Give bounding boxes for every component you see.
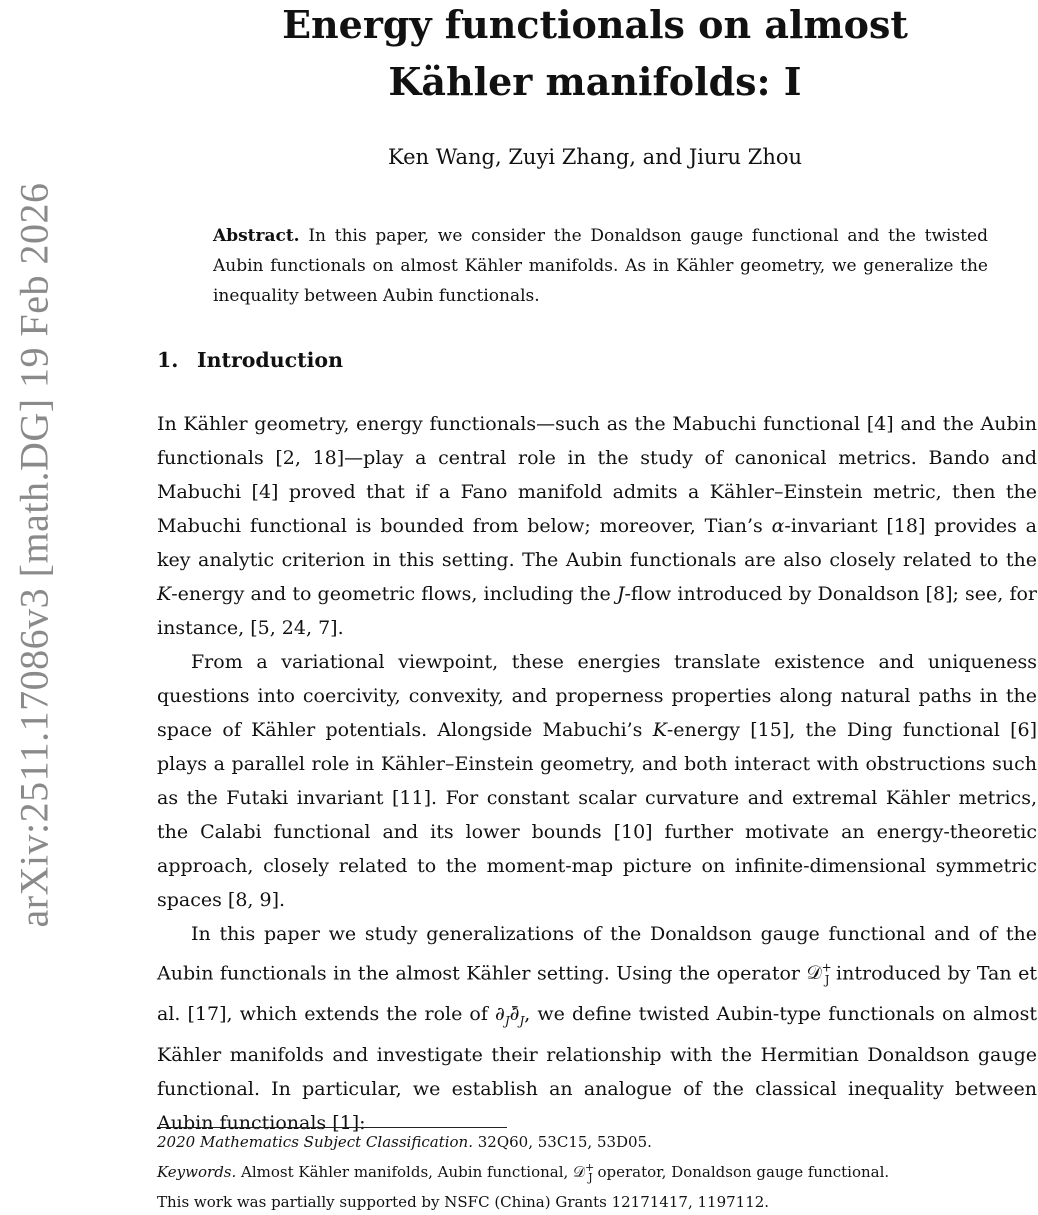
footnote-keywords: Keywords. Almost Kähler manifolds, Aubin functional, 𝒟+$_J$ operator, Donaldson gauge functional. <box>157 1161 890 1184</box>
operator-dj-plus: 𝒟+$_J$ <box>806 961 832 988</box>
footnote-divider <box>157 1127 507 1128</box>
abstract <box>213 221 988 311</box>
section-heading-introduction <box>157 348 343 372</box>
section-title: Introduction <box>197 348 343 372</box>
title-line-2: Kähler manifolds: I <box>388 59 802 104</box>
introduction-body <box>157 407 1037 1140</box>
footnote-grant: This work was partially supported by NSFC (China) Grants 12171417, 1197112. <box>157 1193 770 1211</box>
title-line-1: Energy functionals on almost <box>282 2 908 47</box>
footnotes <box>157 1130 1037 1215</box>
footnote-msc: 2020 Mathematics Subject Classification. 32Q60, 53C15, 53D05. <box>157 1133 652 1151</box>
operator-ddbar: $\partial_J\partial̄_J$ <box>494 1003 525 1028</box>
abstract-label: Abstract. <box>213 226 300 246</box>
section-number: 1. <box>157 348 179 372</box>
paragraph-3: In this paper we study generalizations of the Donaldson gauge functional and of the Aubin functionals in the almost Kähler setting. Using the operator 𝒟+$_J$ introduced by Tan et al. [17], which extends the role of $\partial_J\partial̄_J$, we define twisted Aubin-type functionals on almost Kähler manifolds and investigate their relationship with the Hermitian Donaldson gauge functional. In particular, we establish an analogue of the classical inequality between Aubin functionals [1]: <box>157 923 1037 1134</box>
paper-title <box>150 0 1038 110</box>
author-list: Ken Wang, Zuyi Zhang, and Jiuru Zhou <box>387 145 803 169</box>
abstract-text: In this paper, we consider the Donaldson gauge functional and the twisted Aubin functionals on almost Kähler manifolds. As in Kähler geometry, we generalize the inequality between Aubin functionals. <box>213 226 988 306</box>
paragraph-1: In Kähler geometry, energy functionals—such as the Mabuchi functional [4] and the Aubin functionals [2, 18]—play a central role in the study of canonical metrics. Bando and Mabuchi [4] proved that if a Fano manifold admits a Kähler–Einstein metric, then the Mabuchi functional is bounded from below; moreover, Tian’s α-invariant [18] provides a key analytic criterion in this setting. The Aubin functionals are also closely related to the K-energy and to geometric flows, including the J-flow introduced by Donaldson [8]; see, for instance, [5, 24, 7]. <box>157 413 1038 639</box>
paragraph-2: From a variational viewpoint, these energies translate existence and uniqueness questions into coercivity, convexity, and properness properties along natural paths in the space of Kähler potentials. Alongside Mabuchi’s K-energy [15], the Ding functional [6] plays a parallel role in Kähler–Einstein geometry, and both interact with obstructions such as the Futaki invariant [11]. For constant scalar curvature and extremal Kähler metrics, the Calabi functional and its lower bounds [10] further motivate an energy-theoretic approach, closely related to the moment-map picture on infinite-dimensional symmetric spaces [8, 9]. <box>157 651 1037 911</box>
arxiv-identifier-stamp: arXiv:2511.17086v3 [math.DG] 19 Feb 2026 <box>11 182 57 928</box>
